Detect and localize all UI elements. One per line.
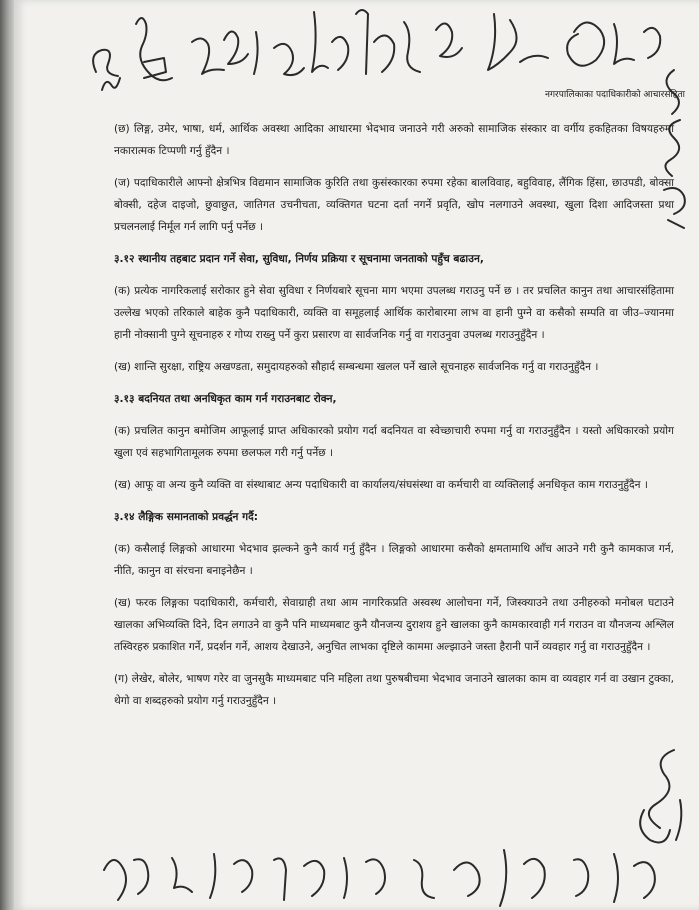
document-page bbox=[14, 0, 699, 910]
clause-3-12-kha: (ख) शान्ति सुरक्षा, राष्ट्रिय अखण्डता, समुदायहरुको सौहार्द सम्बन्धमा खलल पर्ने खाले सूचनाहरु सार्वजनिक गर्नु वा गराउनुहुँदैन । bbox=[114, 361, 599, 373]
clause-ja: (ज) पदाधिकारीले आफ्नो क्षेत्रभित्र विद्यमान सामाजिक कुरिति तथा कुसंस्कारका रुपमा रहेका बालविवाह, बहुविवाह, लैंगिक हिंसा, छाउपडी, बोक्सा बोक्सी, दहेज दाइजो, छुवाछुत, जातिगत उचनीचता, व्यक्तिगत घटना दर्ता नगर्ने प्रवृति, खोप नलगाउने अवस्था, खुला दिशा आदिजस्ता प्रथा प्रचलनलाई निर्मूल गर्न लागि पर्नु पर्नेछ । bbox=[114, 177, 674, 233]
clause-3-13-ka: (क) प्रचलित कानुन बमोजिम आफूलाई प्राप्त अधिकारको प्रयोग गर्दा बदनियत वा स्वेच्छाचारी रुपमा गर्नु वा गराउनुहुँदैन । यस्तो अधिकारको प्रयोग खुला एवं सहभागितामूलक रुपमा छलफल गरी गर्नु पर्नेछ । bbox=[114, 425, 674, 459]
section-heading-3-12: ३.१२ स्थानीय तहबाट प्रदान गर्ने सेवा, सुविधा, निर्णय प्रक्रिया र सूचनामा जनताको पहुँच बढाउन, bbox=[114, 253, 484, 265]
book-binding-shadow bbox=[0, 0, 14, 910]
header-title: नगरपालिकाका पदाधिकारीको आचारसंहिता bbox=[545, 90, 685, 100]
section-heading-3-14: ३.१४ लैङ्गिक समानताको प्रवर्द्धन गर्दै: bbox=[114, 511, 258, 523]
document-body bbox=[114, 118, 674, 722]
clause-3-12-ka: (क) प्रत्येक नागरिकलाई सरोकार हुने सेवा सुविधा र निर्णयबारे सूचना माग भएमा उपलब्ध गराउनु पर्ने छ । तर प्रचलित कानुन तथा आचारसंहितामा उल्लेख भएको तरिकाले बाहेक कुनै पदाधिकारी, व्यक्ति वा समूहलाई आर्थिक कारोबारमा लाभ वा हानी पुग्ने वा कसैको सम्पति वा जीउ–ज्यानमा हानी नोक्सानी पुग्ने सूचनाहरु र गोप्य राख्नु पर्ने कुरा प्रसारण वा सार्वजनिक गर्नु वा गराउनुवा उपलब्ध गराउनुहुँदैन । bbox=[114, 285, 674, 341]
clause-3-13-kha: (ख) आफू वा अन्य कुनै व्यक्ति वा संस्थाबाट अन्य पदाधिकारी वा कार्यालय/संघसंस्था वा कर्मचारी वा व्यक्तिलाई अनधिकृत काम गराउनुहुँदैन । bbox=[114, 479, 648, 491]
signature-row-bottom bbox=[94, 840, 694, 910]
clause-3-14-kha: (ख) फरक लिङ्गका पदाधिकारी, कर्मचारी, सेवाग्राही तथा आम नागरिकप्रति अस्वस्थ आलोचना गर्ने, जिस्क्याउने तथा उनीहरुको मनोबल घटाउने खालका अभिव्यक्ति दिने, दिन लगाउने वा कुनै पनि माध्यमबाट कुनै यौनजन्य दुराशय हुने खालका कुनै कामकारवाही गर्न गराउन वा यौनजन्य अश्लिल तस्विरहरु प्रकाशित गर्ने, प्रदर्शन गर्ने, आशय देखाउने, अनुचित लाभका दृष्टिले काममा अल्झाउने जस्ता हैरानी पार्ने व्यवहार गर्नु वा गराउनुहुँदैन । bbox=[114, 597, 674, 653]
clause-3-14-ka: (क) कसैलाई लिङ्गको आधारमा भेदभाव झल्कने कुनै कार्य गर्नु हुँदैन । लिङ्गको आधारमा कसैको क्षमतामाथि आँच आउने गरी कुनै कामकाज गर्न, नीति, कानुन वा संरचना बनाइनेछैन । bbox=[114, 543, 674, 577]
clause-3-14-ga: (ग) लेखेर, बोलेर, भाषण गरेर वा जुनसुकै माध्यमबाट पनि महिला तथा पुरुषबीचमा भेदभाव जनाउने खालका काम वा व्यवहार गर्न वा उखान टुक्का, थेगो वा शब्दहरुको प्रयोग गर्नु गराउनुहुँदैन । bbox=[114, 673, 674, 707]
section-heading-3-13: ३.१३ बदनियत तथा अनधिकृत काम गर्न गराउनबाट रोक्न, bbox=[114, 393, 337, 405]
clause-cha: (छ) लिङ्ग, उमेर, भाषा, धर्म, आर्थिक अवस्था आदिका आधारमा भेदभाव जनाउने गरी अरुको सामाजिक संस्कार वा वर्गीय हकहितका विषयहरुमा नकारात्मक टिप्पणी गर्नु हुँदैन । bbox=[114, 123, 674, 157]
